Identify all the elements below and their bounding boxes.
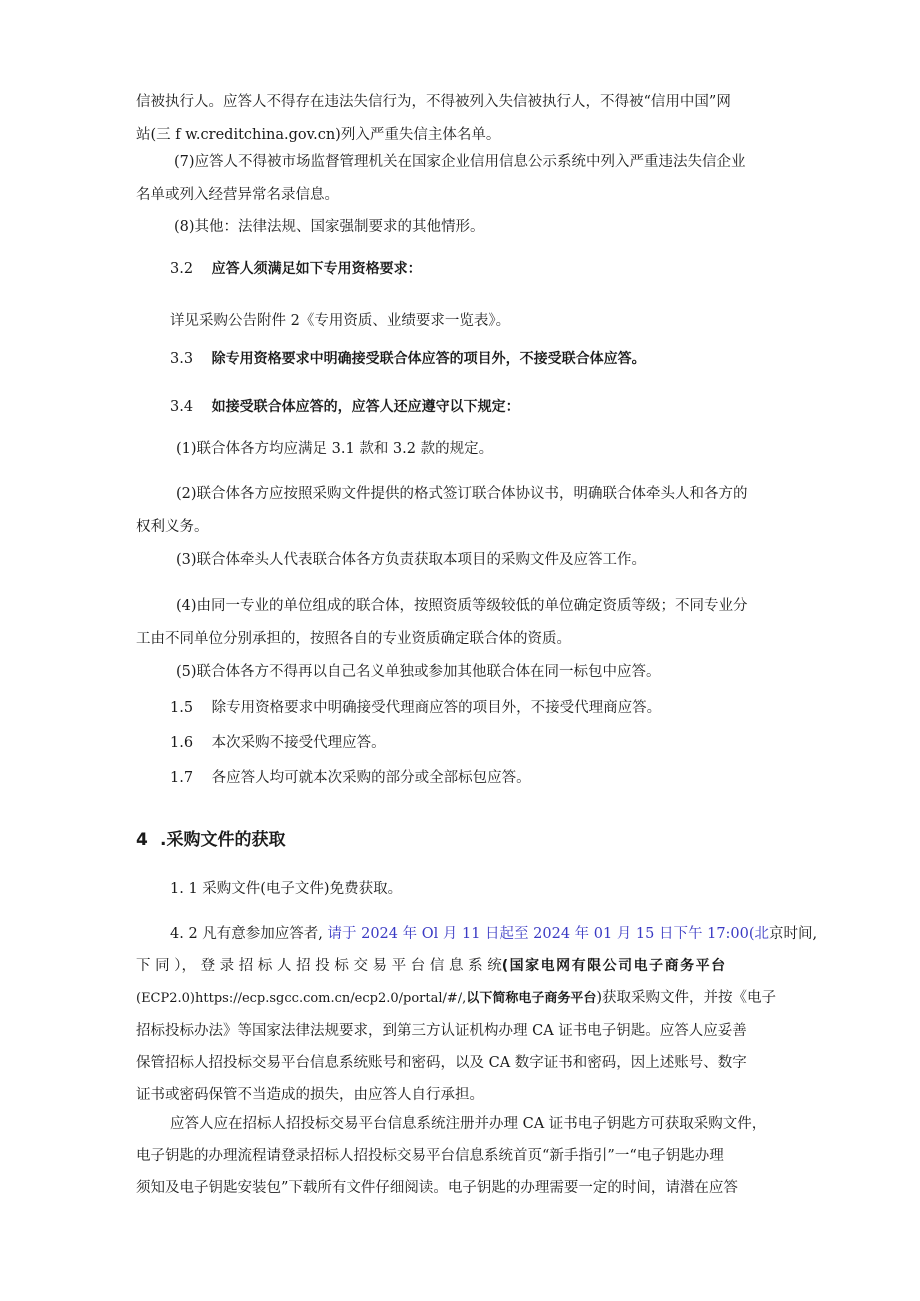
section-text: 各应答人均可就本次采购的部分或全部标包应答。: [211, 770, 531, 786]
section-3-2: [170, 258, 790, 280]
section-title: 应答人须满足如下专用资格要求：: [211, 261, 422, 277]
heading-title: .采购文件的获取: [160, 830, 286, 850]
section-text: 除专用资格要求中明确接受代理商应答的项目外，不接受代理商应答。: [211, 700, 662, 716]
section-3-3: [170, 348, 790, 370]
section-number: 3.4: [170, 399, 194, 415]
platform-url: (ECP2.0)https://ecp.sgcc.com.cn/ecp2.0/portal/#/,: [136, 991, 467, 1006]
text-line: 证书或密码保管不当造成的损失，由应答人自行承担。: [136, 1087, 484, 1103]
text-segment: 京时间,: [769, 926, 818, 942]
section-number: 1.7: [170, 770, 194, 786]
section-title: 如接受联合体应答的，应答人还应遵守以下规定：: [211, 399, 520, 415]
section-1-7: [170, 767, 790, 789]
section-number: 3.3: [170, 351, 194, 367]
text-line: 工由不同单位分别承担的，按照各自的专业资质确定联合体的资质。: [136, 631, 571, 647]
section-4-heading: [136, 828, 285, 852]
paragraph-item-8: (8)其他：法律法规、国家强制要求的其他情形。: [174, 219, 485, 235]
heading-number: 4: [136, 830, 148, 850]
text-line: 站(三 f w.creditchina.gov.cn)列入严重失信主体名单。: [136, 127, 501, 143]
text-line: 应答人应在招标人招投标交易平台信息系统注册并办理 CA 证书电子钥匙方可获取采购文件，: [170, 1116, 767, 1132]
text-segment: )获取采购文件，并按《电子: [596, 990, 776, 1006]
text-line: 招标投标办法》等国家法律法规要求，到第三方认证机构办理 CA 证书电子钥匙。应答人应妥善: [136, 1023, 747, 1039]
section-number: 1.5: [170, 700, 194, 716]
section-4-1: 1. 1 采购文件(电子文件)免费获取。: [170, 881, 403, 897]
paragraph-credit-intro: [136, 86, 786, 152]
text-line: 保管招标人招投标交易平台信息系统账号和密码，以及 CA 数字证书和密码，因上述账号、数字: [136, 1055, 747, 1071]
text-line: 须知及电子钥匙安装包”下载所有文件仔细阅读。电子钥匙的办理需要一定的时间，请潜在应答: [136, 1180, 738, 1196]
paragraph-item-7: [136, 146, 786, 212]
text-line: [136, 918, 818, 950]
joint-item-4: [136, 590, 786, 656]
text-line: 电子钥匙的办理流程请登录招标人招投标交易平台信息系统首页“新手指引”一“电子钥匙办理: [136, 1148, 724, 1164]
text-line: 信被执行人。应答人不得存在违法失信行为，不得被列入失信被执行人，不得被“信用中国”网: [136, 94, 731, 110]
section-number: 1.6: [170, 735, 194, 751]
text-line: (7)应答人不得被市场监督管理机关在国家企业信用信息公示系统中列入严重违法失信企业: [174, 154, 746, 170]
text-line: [136, 950, 786, 982]
section-number: 3.2: [170, 261, 194, 277]
text-line: 名单或列入经营异常名录信息。: [136, 187, 339, 203]
section-4-2: [136, 918, 818, 1111]
text-segment: 4. 2 凡有意参加应答者,: [170, 926, 323, 942]
platform-short-name: 以下简称电子商务平台: [466, 991, 597, 1006]
section-3-2-detail: 详见采购公告附件 2《专用资质、业绩要求一览表》。: [170, 313, 511, 329]
section-title: 除专用资格要求中明确接受联合体应答的项目外，不接受联合体应答。: [211, 351, 646, 367]
text-segment: 下 同 ）， 登 录 招 标 人 招 投 标 交 易 平 台 信 息 系 统: [136, 958, 502, 974]
section-3-4: [170, 396, 790, 418]
joint-item-2: [136, 478, 786, 544]
joint-item-1: (1)联合体各方均应满足 3.1 款和 3.2 款的规定。: [176, 441, 494, 457]
text-line: [136, 982, 786, 1015]
text-line: 权利义务。: [136, 519, 209, 535]
section-text: 本次采购不接受代理应答。: [211, 735, 386, 751]
deadline-text: 请于 2024 年 Ol 月 11 日起至 2024 年 01 月 15 日下午 17:00(北: [322, 926, 770, 942]
platform-name: (国家电网有限公司电子商务平台: [501, 958, 727, 974]
section-1-5: [170, 697, 790, 719]
joint-item-5: (5)联合体各方不得再以自己名义单独或参加其他联合体在同一标包中应答。: [176, 664, 661, 680]
text-line: (2)联合体各方应按照采购文件提供的格式签订联合体协议书，明确联合体牵头人和各方的: [176, 486, 748, 502]
paragraph-ca-key: [136, 1108, 786, 1204]
joint-item-3: (3)联合体牵头人代表联合体各方负责获取本项目的采购文件及应答工作。: [176, 552, 647, 568]
section-1-6: [170, 732, 790, 754]
text-line: (4)由同一专业的单位组成的联合体，按照资质等级较低的单位确定资质等级；不同专业分: [176, 598, 748, 614]
